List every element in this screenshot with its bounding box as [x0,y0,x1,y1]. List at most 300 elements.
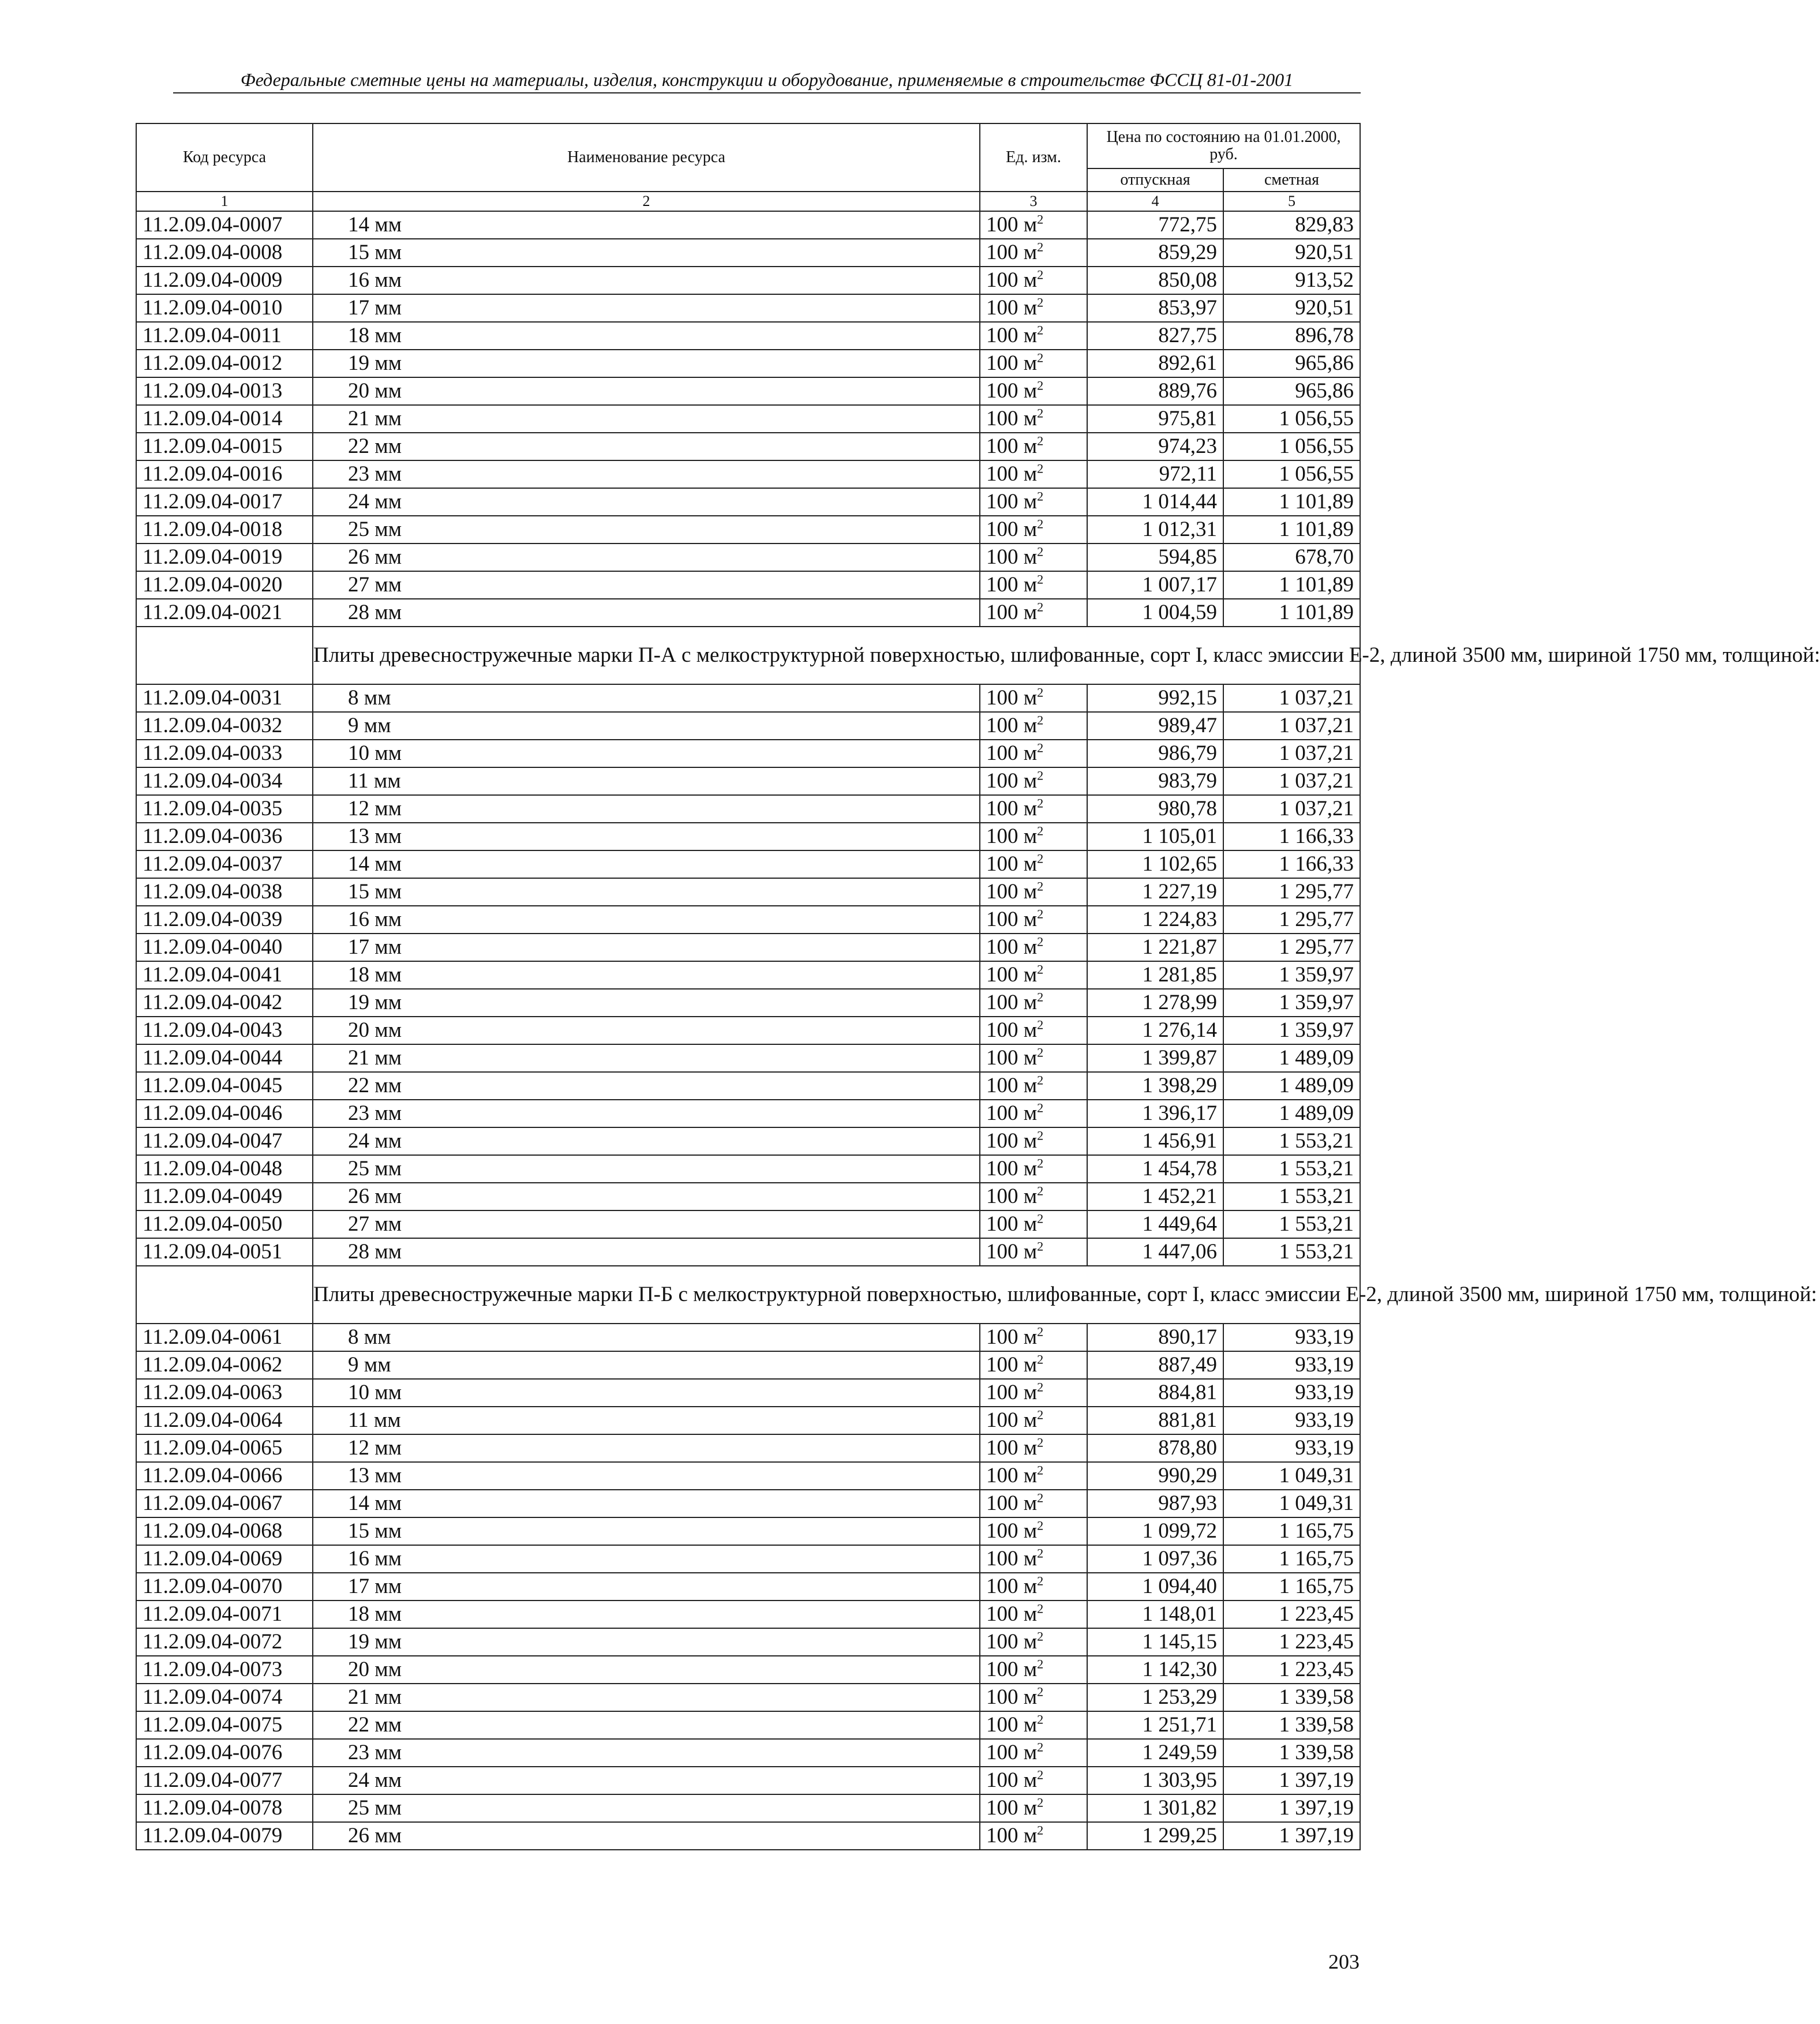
table-row [136,1407,1360,1434]
table-row [136,599,1360,627]
unit-power: 2 [1037,1324,1044,1339]
estimate-price: 1 397,19 [1223,1794,1360,1822]
unit-cell [980,377,1087,405]
resource-name: 15 мм [313,239,980,267]
resource-name: 24 мм [313,1767,980,1794]
resource-name: 17 мм [313,1573,980,1601]
estimate-price: 1 223,45 [1223,1601,1360,1628]
unit-power: 2 [1037,796,1044,811]
release-price: 1 301,82 [1087,1794,1223,1822]
resource-code: 11.2.09.04-0035 [136,795,313,823]
unit-cell [980,1711,1087,1739]
unit-power: 2 [1037,906,1044,921]
unit-text: 100 м [986,1547,1038,1571]
release-price: 1 145,15 [1087,1628,1223,1656]
unit-power: 2 [1037,323,1044,338]
release-price: 983,79 [1087,767,1223,795]
resource-code: 11.2.09.04-0010 [136,294,313,322]
unit-text: 100 м [986,1212,1038,1236]
unit-text: 100 м [986,1519,1038,1543]
table-row [136,1767,1360,1794]
unit-text: 100 м [986,686,1038,710]
resource-name: 11 мм [313,767,980,795]
release-price: 887,49 [1087,1351,1223,1379]
unit-power: 2 [1037,1435,1044,1450]
release-price: 989,47 [1087,712,1223,740]
estimate-price: 1 101,89 [1223,599,1360,627]
release-price: 1 249,59 [1087,1739,1223,1767]
resource-name: 19 мм [313,1628,980,1656]
col-number-5: 5 [1223,192,1360,211]
unit-power: 2 [1037,1490,1044,1505]
unit-power: 2 [1037,1017,1044,1032]
estimate-price: 933,19 [1223,1324,1360,1351]
estimate-price: 933,19 [1223,1407,1360,1434]
unit-cell [980,488,1087,516]
unit-text: 100 м [986,935,1038,959]
table-row [136,1601,1360,1628]
unit-power: 2 [1037,1767,1044,1782]
resource-code: 11.2.09.04-0036 [136,823,313,850]
release-price: 987,93 [1087,1490,1223,1517]
col-number-4: 4 [1087,192,1223,211]
unit-cell [980,322,1087,350]
resource-name: 25 мм [313,1155,980,1183]
col-header-price: Цена по состоянию на 01.01.2000, руб. [1087,123,1360,168]
table-header [136,123,1360,211]
release-price: 1 281,85 [1087,961,1223,989]
unit-text: 100 м [986,1353,1038,1377]
resource-code: 11.2.09.04-0047 [136,1127,313,1155]
unit-cell [980,850,1087,878]
estimate-price: 1 553,21 [1223,1210,1360,1238]
resource-name: 20 мм [313,1656,980,1684]
unit-text: 100 м [986,490,1038,514]
resource-code: 11.2.09.04-0018 [136,516,313,544]
unit-cell [980,433,1087,460]
table-row [136,823,1360,850]
release-price: 850,08 [1087,267,1223,294]
unit-text: 100 м [986,296,1038,320]
unit-cell [980,1601,1087,1628]
unit-text: 100 м [986,1630,1038,1654]
release-price: 990,29 [1087,1462,1223,1490]
unit-cell [980,1407,1087,1434]
release-price: 1 097,36 [1087,1545,1223,1573]
resource-code: 11.2.09.04-0050 [136,1210,313,1238]
resource-name: 9 мм [313,1351,980,1379]
unit-power: 2 [1037,1740,1044,1755]
resource-name: 24 мм [313,1127,980,1155]
release-price: 827,75 [1087,322,1223,350]
resource-code: 11.2.09.04-0014 [136,405,313,433]
release-price: 878,80 [1087,1434,1223,1462]
resource-code: 11.2.09.04-0043 [136,1017,313,1044]
unit-text: 100 м [986,1658,1038,1681]
resource-code: 11.2.09.04-0039 [136,906,313,934]
unit-cell [980,1739,1087,1767]
resource-name: 13 мм [313,823,980,850]
unit-cell [980,267,1087,294]
unit-cell [980,795,1087,823]
unit-power: 2 [1037,1183,1044,1198]
unit-cell [980,1822,1087,1850]
unit-cell [980,1324,1087,1351]
unit-text: 100 м [986,1491,1038,1515]
resource-code: 11.2.09.04-0048 [136,1155,313,1183]
unit-text: 100 м [986,1101,1038,1125]
resource-code: 11.2.09.04-0015 [136,433,313,460]
unit-power: 2 [1037,1239,1044,1254]
col-number-1: 1 [136,192,313,211]
table-row [136,405,1360,433]
estimate-price: 829,83 [1223,211,1360,239]
resource-code: 11.2.09.04-0065 [136,1434,313,1462]
unit-cell [980,1351,1087,1379]
unit-cell [980,1767,1087,1794]
table-row [136,878,1360,906]
resource-name: 24 мм [313,488,980,516]
col-number-3: 3 [980,192,1087,211]
resource-code: 11.2.09.04-0016 [136,460,313,488]
unit-cell [980,516,1087,544]
table-row [136,767,1360,795]
release-price: 881,81 [1087,1407,1223,1434]
release-price: 1 014,44 [1087,488,1223,516]
resource-name: 28 мм [313,1238,980,1266]
table-row [136,1794,1360,1822]
release-price: 992,15 [1087,684,1223,712]
release-price: 1 102,65 [1087,850,1223,878]
estimate-price: 1 223,45 [1223,1628,1360,1656]
estimate-price: 1 101,89 [1223,488,1360,516]
group-heading: Плиты древесностружечные марки П-Б с мелкоструктурной поверхностью, шлифованные, сорт I, класс эмиссии Е-2, длиной 3500 мм, шириной 1750 мм, толщиной: [313,1266,1360,1324]
unit-cell [980,740,1087,767]
resource-code: 11.2.09.04-0074 [136,1684,313,1711]
unit-power: 2 [1037,1546,1044,1561]
resource-name: 18 мм [313,322,980,350]
estimate-price: 965,86 [1223,377,1360,405]
unit-text: 100 м [986,1602,1038,1626]
table-row [136,1545,1360,1573]
unit-text: 100 м [986,1325,1038,1349]
unit-cell [980,1238,1087,1266]
unit-cell [980,1545,1087,1573]
release-price: 889,76 [1087,377,1223,405]
unit-text: 100 м [986,1046,1038,1070]
unit-cell [980,571,1087,599]
unit-cell [980,239,1087,267]
release-price: 1 454,78 [1087,1155,1223,1183]
unit-cell [980,405,1087,433]
estimate-price: 1 037,21 [1223,712,1360,740]
estimate-price: 1 489,09 [1223,1100,1360,1127]
resource-code: 11.2.09.04-0076 [136,1739,313,1767]
resource-name: 23 мм [313,1100,980,1127]
unit-power: 2 [1037,295,1044,310]
estimate-price: 1 489,09 [1223,1044,1360,1072]
page-header-title: Федеральные сметные цены на материалы, изделия, конструкции и оборудование, применяемые в строительстве ФССЦ 81-01-2001 [240,69,1294,90]
release-price: 853,97 [1087,294,1223,322]
page-number: 203 [1328,1950,1360,1973]
unit-power: 2 [1037,350,1044,365]
resource-name: 8 мм [313,684,980,712]
resource-code: 11.2.09.04-0020 [136,571,313,599]
table-row [136,1379,1360,1407]
unit-power: 2 [1037,851,1044,866]
unit-cell [980,1462,1087,1490]
resource-code: 11.2.09.04-0021 [136,599,313,627]
unit-text: 100 м [986,407,1038,430]
unit-cell [980,1434,1087,1462]
table-row [136,1072,1360,1100]
unit-power: 2 [1037,1684,1044,1699]
release-price: 1 004,59 [1087,599,1223,627]
unit-power: 2 [1037,1518,1044,1533]
release-price: 1 253,29 [1087,1684,1223,1711]
table-row [136,1739,1360,1767]
resource-code: 11.2.09.04-0012 [136,350,313,377]
resource-name: 16 мм [313,1545,980,1573]
unit-text: 100 м [986,1381,1038,1404]
unit-power: 2 [1037,685,1044,700]
resource-name: 19 мм [313,350,980,377]
release-price: 772,75 [1087,211,1223,239]
resource-name: 18 мм [313,1601,980,1628]
resource-code: 11.2.09.04-0042 [136,989,313,1017]
table-row [136,350,1360,377]
release-price: 1 278,99 [1087,989,1223,1017]
estimate-price: 896,78 [1223,322,1360,350]
unit-cell [980,1517,1087,1545]
estimate-price: 920,51 [1223,294,1360,322]
unit-cell [980,934,1087,961]
release-price: 1 094,40 [1087,1573,1223,1601]
resource-code: 11.2.09.04-0040 [136,934,313,961]
unit-power: 2 [1037,1712,1044,1727]
table-row [136,850,1360,878]
estimate-price: 1 037,21 [1223,684,1360,712]
col-header-code: Код ресурса [136,123,313,192]
estimate-price: 933,19 [1223,1379,1360,1407]
estimate-price: 1 056,55 [1223,433,1360,460]
group-heading: Плиты древесностружечные марки П-А с мелкоструктурной поверхностью, шлифованные, сорт I, класс эмиссии Е-2, длиной 3500 мм, шириной 1750 мм, толщиной: [313,627,1360,684]
resource-name: 19 мм [313,989,980,1017]
table-row [136,1183,1360,1210]
unit-text: 100 м [986,1185,1038,1208]
unit-power: 2 [1037,239,1044,254]
table-row [136,1324,1360,1351]
resource-name: 22 мм [313,1072,980,1100]
estimate-price: 933,19 [1223,1434,1360,1462]
unit-power: 2 [1037,1100,1044,1115]
unit-cell [980,823,1087,850]
unit-cell [980,1794,1087,1822]
resource-name: 16 мм [313,267,980,294]
release-price: 1 012,31 [1087,516,1223,544]
resource-code: 11.2.09.04-0051 [136,1238,313,1266]
estimate-price: 678,70 [1223,544,1360,571]
unit-power: 2 [1037,212,1044,227]
unit-power: 2 [1037,433,1044,448]
unit-cell [980,1100,1087,1127]
resource-code: 11.2.09.04-0069 [136,1545,313,1573]
release-price: 1 224,83 [1087,906,1223,934]
estimate-price: 1 165,75 [1223,1573,1360,1601]
table-row [136,906,1360,934]
release-price: 1 447,06 [1087,1238,1223,1266]
unit-cell [980,684,1087,712]
unit-text: 100 м [986,601,1038,624]
resource-name: 20 мм [313,1017,980,1044]
unit-power: 2 [1037,544,1044,559]
resource-name: 17 мм [313,934,980,961]
release-price: 974,23 [1087,433,1223,460]
release-price: 975,81 [1087,405,1223,433]
unit-power: 2 [1037,378,1044,393]
unit-cell [980,1656,1087,1684]
unit-cell [980,544,1087,571]
resource-code: 11.2.09.04-0071 [136,1601,313,1628]
table-row [136,989,1360,1017]
table-row [136,1656,1360,1684]
release-price: 1 452,21 [1087,1183,1223,1210]
release-price: 859,29 [1087,239,1223,267]
estimate-price: 1 295,77 [1223,934,1360,961]
resource-name: 14 мм [313,850,980,878]
release-price: 1 007,17 [1087,571,1223,599]
estimate-price: 1 339,58 [1223,1684,1360,1711]
unit-text: 100 м [986,991,1038,1014]
table-row [136,1127,1360,1155]
unit-text: 100 м [986,1575,1038,1598]
unit-text: 100 м [986,852,1038,876]
resource-name: 10 мм [313,740,980,767]
table-row [136,377,1360,405]
estimate-price: 1 359,97 [1223,1017,1360,1044]
resource-name: 21 мм [313,1684,980,1711]
estimate-price: 1 037,21 [1223,795,1360,823]
resource-code: 11.2.09.04-0007 [136,211,313,239]
estimate-price: 1 165,75 [1223,1517,1360,1545]
resource-code: 11.2.09.04-0011 [136,322,313,350]
table-row [136,322,1360,350]
resource-name: 20 мм [313,377,980,405]
resource-name: 28 мм [313,599,980,627]
resource-code: 11.2.09.04-0009 [136,267,313,294]
table-row [136,795,1360,823]
resource-name: 26 мм [313,1183,980,1210]
unit-power: 2 [1037,1211,1044,1226]
estimate-price: 1 295,77 [1223,878,1360,906]
release-price: 890,17 [1087,1324,1223,1351]
resource-code: 11.2.09.04-0037 [136,850,313,878]
table-row [136,684,1360,712]
release-price: 1 303,95 [1087,1767,1223,1794]
resource-name: 27 мм [313,1210,980,1238]
release-price: 884,81 [1087,1379,1223,1407]
unit-text: 100 м [986,324,1038,347]
resource-code: 11.2.09.04-0064 [136,1407,313,1434]
estimate-price: 920,51 [1223,239,1360,267]
col-header-name: Наименование ресурса [313,123,980,192]
release-price: 972,11 [1087,460,1223,488]
unit-power: 2 [1037,1128,1044,1143]
table-row [136,1711,1360,1739]
unit-power: 2 [1037,489,1044,504]
group-heading-empty-cell [136,627,313,684]
resource-name: 22 мм [313,1711,980,1739]
resource-code: 11.2.09.04-0075 [136,1711,313,1739]
unit-cell [980,906,1087,934]
estimate-price: 1 101,89 [1223,516,1360,544]
estimate-price: 1 037,21 [1223,767,1360,795]
resource-name: 14 мм [313,211,980,239]
unit-text: 100 м [986,797,1038,820]
estimate-price: 1 049,31 [1223,1490,1360,1517]
group-heading-row [136,627,1360,684]
resource-name: 14 мм [313,1490,980,1517]
resource-code: 11.2.09.04-0019 [136,544,313,571]
unit-cell [980,294,1087,322]
unit-power: 2 [1037,1463,1044,1478]
release-price: 1 099,72 [1087,1517,1223,1545]
unit-text: 100 м [986,1713,1038,1737]
unit-power: 2 [1037,823,1044,838]
table-row [136,488,1360,516]
resource-code: 11.2.09.04-0073 [136,1656,313,1684]
estimate-price: 1 056,55 [1223,460,1360,488]
release-price: 986,79 [1087,740,1223,767]
resource-name: 25 мм [313,1794,980,1822]
col-number-2: 2 [313,192,980,211]
unit-text: 100 м [986,880,1038,904]
estimate-price: 1 339,58 [1223,1739,1360,1767]
unit-text: 100 м [986,1741,1038,1764]
table-row [136,1434,1360,1462]
unit-text: 100 м [986,545,1038,569]
release-price: 1 227,19 [1087,878,1223,906]
unit-power: 2 [1037,1156,1044,1171]
table-row [136,1044,1360,1072]
release-price: 1 449,64 [1087,1210,1223,1238]
resource-code: 11.2.09.04-0041 [136,961,313,989]
table-row [136,239,1360,267]
resource-code: 11.2.09.04-0017 [136,488,313,516]
table-row [136,934,1360,961]
unit-power: 2 [1037,1795,1044,1810]
unit-cell [980,460,1087,488]
table-row [136,516,1360,544]
unit-cell [980,767,1087,795]
resource-name: 23 мм [313,460,980,488]
resource-name: 26 мм [313,1822,980,1850]
resource-code: 11.2.09.04-0063 [136,1379,313,1407]
unit-power: 2 [1037,740,1044,755]
resource-name: 27 мм [313,571,980,599]
unit-text: 100 м [986,241,1038,264]
release-price: 1 148,01 [1087,1601,1223,1628]
estimate-price: 1 359,97 [1223,989,1360,1017]
estimate-price: 965,86 [1223,350,1360,377]
unit-power: 2 [1037,461,1044,476]
table-row [136,544,1360,571]
unit-text: 100 м [986,1074,1038,1097]
estimate-price: 1 166,33 [1223,850,1360,878]
unit-text: 100 м [986,268,1038,292]
resource-code: 11.2.09.04-0062 [136,1351,313,1379]
table-row [136,267,1360,294]
